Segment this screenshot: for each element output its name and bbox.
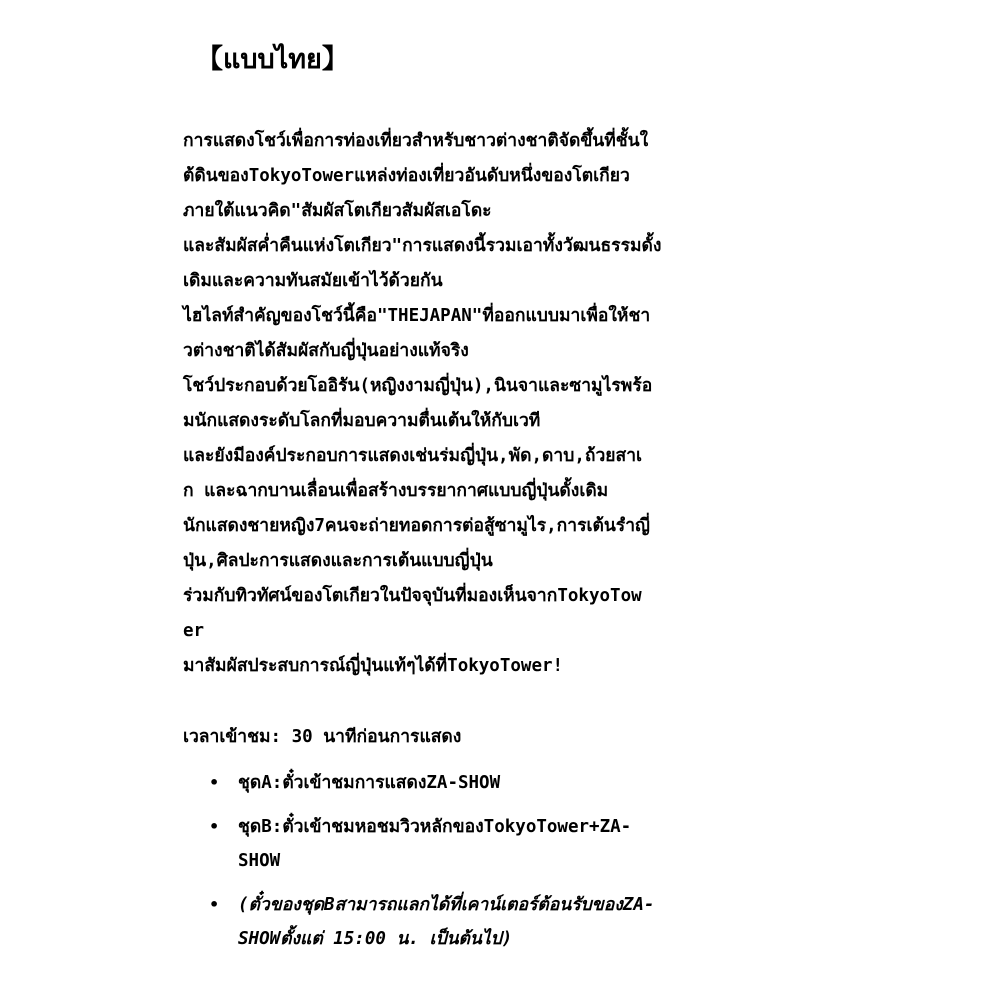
description-line: ภายใต้แนวคิด"สัมผัสโตเกียวสัมผัสเอโดะ [183,201,492,221]
bullet-icon: • [209,773,220,792]
description-line: ปุ่น,ศิลปะการแสดงและการเต้นแบบญี่ปุ่น [183,551,493,571]
ticket-text: SHOW [238,851,281,871]
bullet-icon: • [209,817,220,836]
description-line: er [183,621,205,641]
description-paragraph [183,124,823,684]
ticket-option-a [183,766,823,800]
description-line: วต่างชาติได้สัมผัสกับญี่ปุ่นอย่างแท้จริง [183,341,469,361]
description-line: ต้ดินของTokyoTowerแหล่งท่องเที่ยวอันดับหนึ่งของโตเกียว [183,166,630,186]
description-line: มนักแสดงระดับโลกที่มอบความตื่นเต้นให้กับเวที [183,411,541,431]
description-line: และยังมีองค์ประกอบการแสดงเช่นร่มญี่ปุ่น,พัด,ดาบ,ถ้วยสาเ [183,446,643,466]
description-line: การแสดงโชว์เพื่อการท่องเที่ยวสำหรับชาวต่างชาติจัดขึ้นที่ชั้นใ [183,131,649,151]
description-line: มาสัมผัสประสบการณ์ญี่ปุ่นแท้ๆได้ที่TokyoTower! [183,656,564,676]
ticket-list [183,766,823,956]
description-line: นักแสดงชายหญิง7คนจะถ่ายทอดการต่อสู้ซามูไร,การเต้นรำญี่ [183,516,650,536]
section-heading: 【แบบไทย】 [196,44,349,75]
description-line: ก และฉากบานเลื่อนเพื่อสร้างบรรยากาศแบบญี่ปุ่นดั้งเดิม [183,481,609,501]
description-line: และสัมผัสค่ำคืนแห่งโตเกียว"การแสดงนี้รวมเอาทั้งวัฒนธรรมดั้ง [183,236,662,256]
ticket-text: ชุดA:ตั๋วเข้าชมการแสดงZA-SHOW [238,773,501,793]
description-line: ไฮไลท์สำคัญของโชว์นี้คือ"THEJAPAN"ที่ออกแบบมาเพื่อให้ชา [183,306,651,326]
description-line: เดิมและความทันสมัยเข้าไว้ด้วยกัน [183,271,443,291]
ticket-text: ชุดB:ตั๋วเข้าชมหอชมวิวหลักของTokyoTower+ZA- [238,817,632,837]
description-line: ร่วมกับทิวทัศน์ของโตเกียวในปัจจุบันที่มองเห็นจากTokyoTow [183,586,642,606]
bullet-icon: • [209,895,220,914]
visit-time: เวลาเข้าชม: 30 นาทีก่อนการแสดง [183,727,462,747]
note-text: (ตั๋วของชุดBสามารถแลกได้ที่เคาน์เตอร์ต้อนรับของZA- [238,895,655,915]
description-line: โชว์ประกอบด้วยโออิรัน(หญิงงามญี่ปุ่น),นินจาและซามูไรพร้อ [183,376,653,396]
ticket-exchange-note [183,888,823,956]
ticket-option-b [183,810,823,878]
note-text: SHOWตั้งแต่ 15:00 น. เป็นต้นไป) [238,929,513,949]
